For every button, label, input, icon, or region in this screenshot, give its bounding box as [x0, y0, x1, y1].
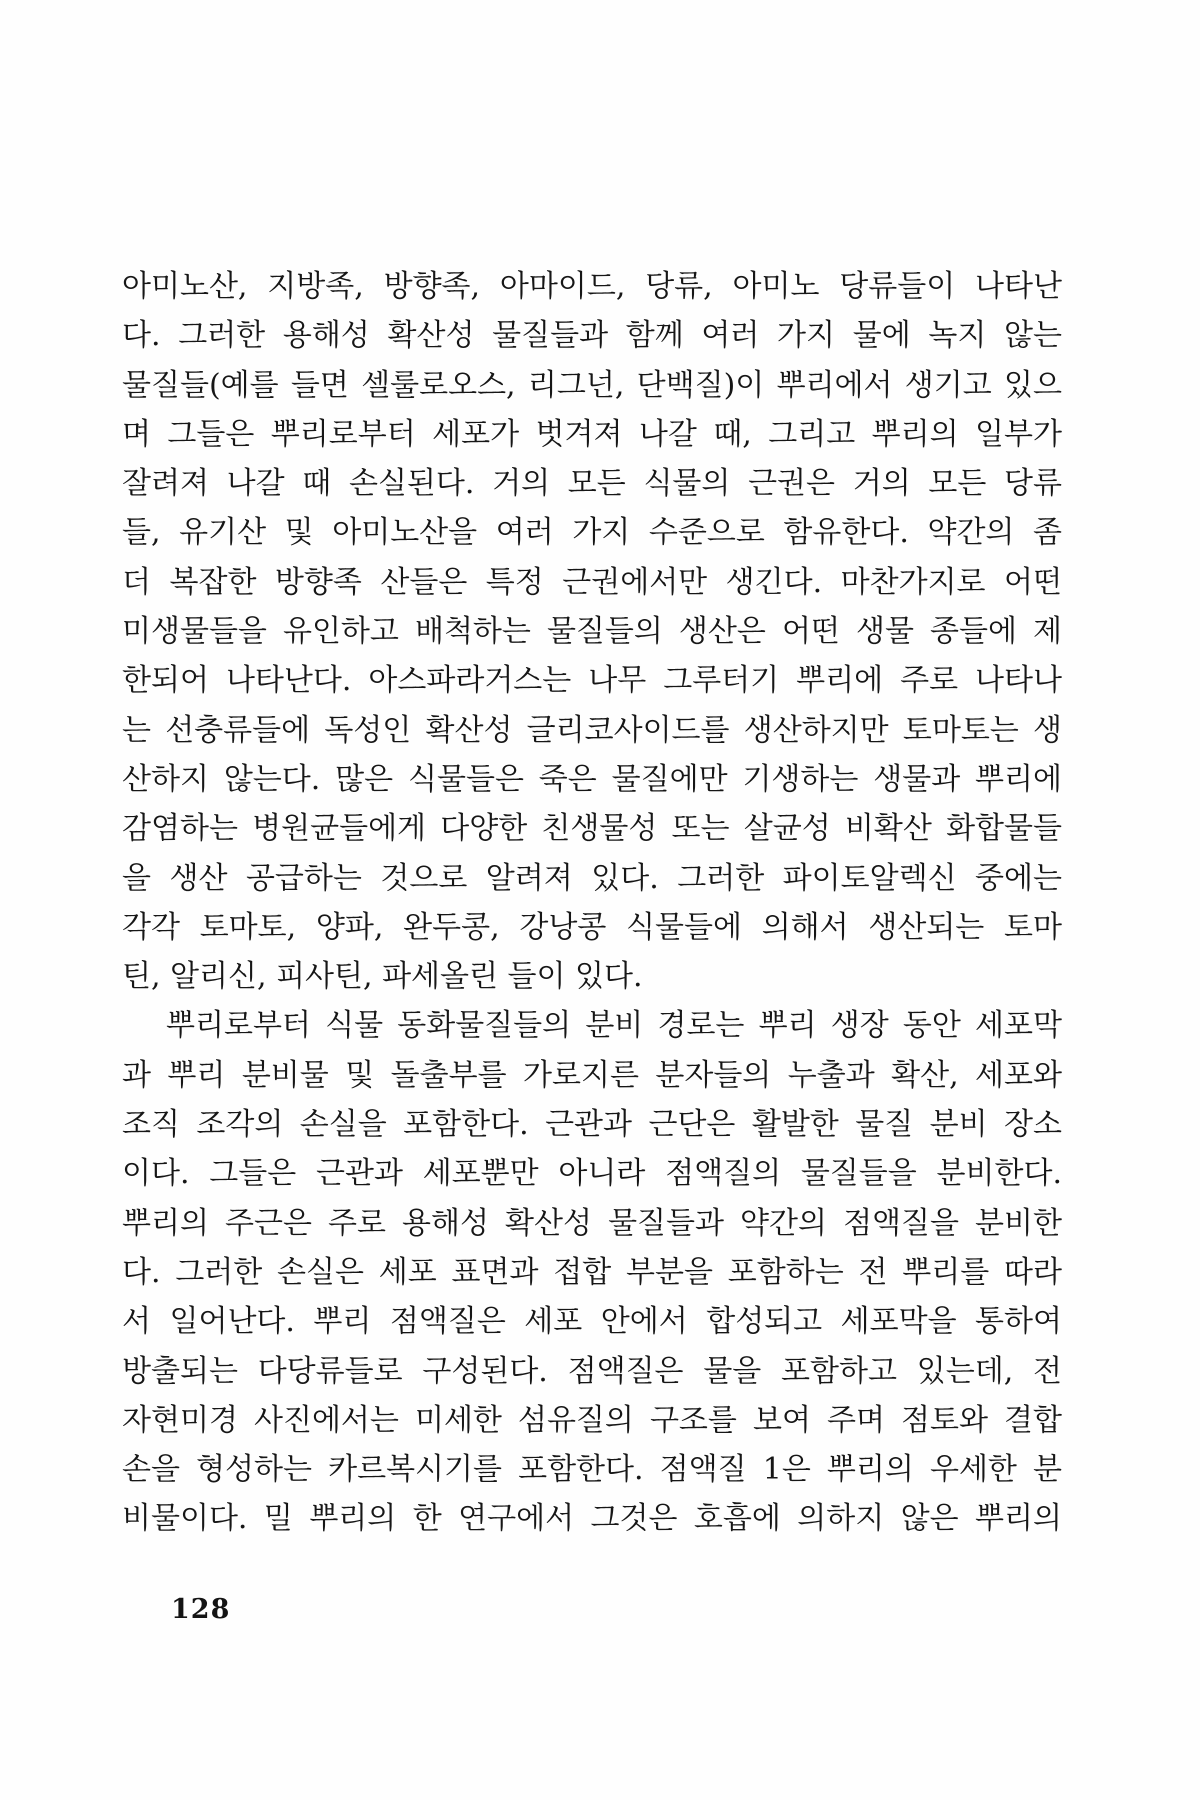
text-line-paragraph-end: 틴, 알리신, 피사틴, 파세올린 들이 있다. — [122, 959, 643, 995]
text-line-paragraph-start: 뿌리로부터 식물 동화물질들의 분비 경로는 뿌리 생장 동안 세포막 — [166, 1008, 1062, 1044]
text-line: 방출되는 다당류들로 구성된다. 점액질은 물을 포함하고 있는데, 전 — [122, 1353, 1062, 1389]
page-number: 128 — [171, 1594, 231, 1625]
text-line: 들, 유기산 및 아미노산을 여러 가지 수준으로 함유한다. 약간의 좀 — [122, 515, 1062, 551]
text-line: 손을 형성하는 카르복시기를 포함한다. 점액질 1은 뿌리의 우세한 분 — [122, 1452, 1062, 1488]
text-line: 과 뿌리 분비물 및 돌출부를 가로지른 분자들의 누출과 확산, 세포와 — [122, 1057, 1062, 1093]
text-line: 며 그들은 뿌리로부터 세포가 벗겨져 나갈 때, 그리고 뿌리의 일부가 — [122, 416, 1062, 452]
text-line: 잘려져 나갈 때 손실된다. 거의 모든 식물의 근권은 거의 모든 당류 — [122, 466, 1062, 502]
text-line: 뿌리의 주근은 주로 용해성 확산성 물질들과 약간의 점액질을 분비한 — [122, 1205, 1062, 1241]
text-line: 자현미경 사진에서는 미세한 섬유질의 구조를 보여 주며 점토와 결합 — [122, 1402, 1062, 1438]
text-line: 는 선충류들에 독성인 확산성 글리코사이드를 생산하지만 토마토는 생 — [122, 712, 1062, 748]
text-line: 을 생산 공급하는 것으로 알려져 있다. 그러한 파이토알렉신 중에는 — [122, 860, 1062, 896]
text-line: 한되어 나타난다. 아스파라거스는 나무 그루터기 뿌리에 주로 나타나 — [122, 663, 1062, 699]
text-line: 감염하는 병원균들에게 다양한 친생물성 또는 살균성 비확산 화합물들 — [122, 811, 1062, 847]
text-line: 서 일어난다. 뿌리 점액질은 세포 안에서 합성되고 세포막을 통하여 — [122, 1304, 1062, 1340]
text-line: 산하지 않는다. 많은 식물들은 죽은 물질에만 기생하는 생물과 뿌리에 — [122, 761, 1062, 797]
text-line: 미생물들을 유인하고 배척하는 물질들의 생산은 어떤 생물 종들에 제 — [122, 614, 1062, 650]
text-line: 아미노산, 지방족, 방향족, 아마이드, 당류, 아미노 당류들이 나타난 — [122, 269, 1062, 304]
text-line: 이다. 그들은 근관과 세포뿐만 아니라 점액질의 물질들을 분비한다. — [122, 1156, 1062, 1192]
text-line: 다. 그러한 손실은 세포 표면과 접합 부분을 포함하는 전 뿌리를 따라 — [122, 1254, 1062, 1290]
text-line: 각각 토마토, 양파, 완두콩, 강낭콩 식물들에 의해서 생산되는 토마 — [122, 909, 1062, 945]
body-text — [122, 262, 1062, 1544]
text-line: 조직 조각의 손실을 포함한다. 근관과 근단은 활발한 물질 분비 장소 — [122, 1107, 1062, 1143]
text-line: 더 복잡한 방향족 산들은 특정 근권에서만 생긴다. 마찬가지로 어떤 — [122, 564, 1062, 600]
text-line: 비물이다. 밀 뿌리의 한 연구에서 그것은 호흡에 의하지 않은 뿌리의 — [122, 1501, 1062, 1537]
text-line: 다. 그러한 용해성 확산성 물질들과 함께 여러 가지 물에 녹지 않는 — [122, 318, 1062, 354]
text-line: 물질들(예를 들면 셀룰로오스, 리그넌, 단백질)이 뿌리에서 생기고 있으 — [122, 367, 1062, 403]
